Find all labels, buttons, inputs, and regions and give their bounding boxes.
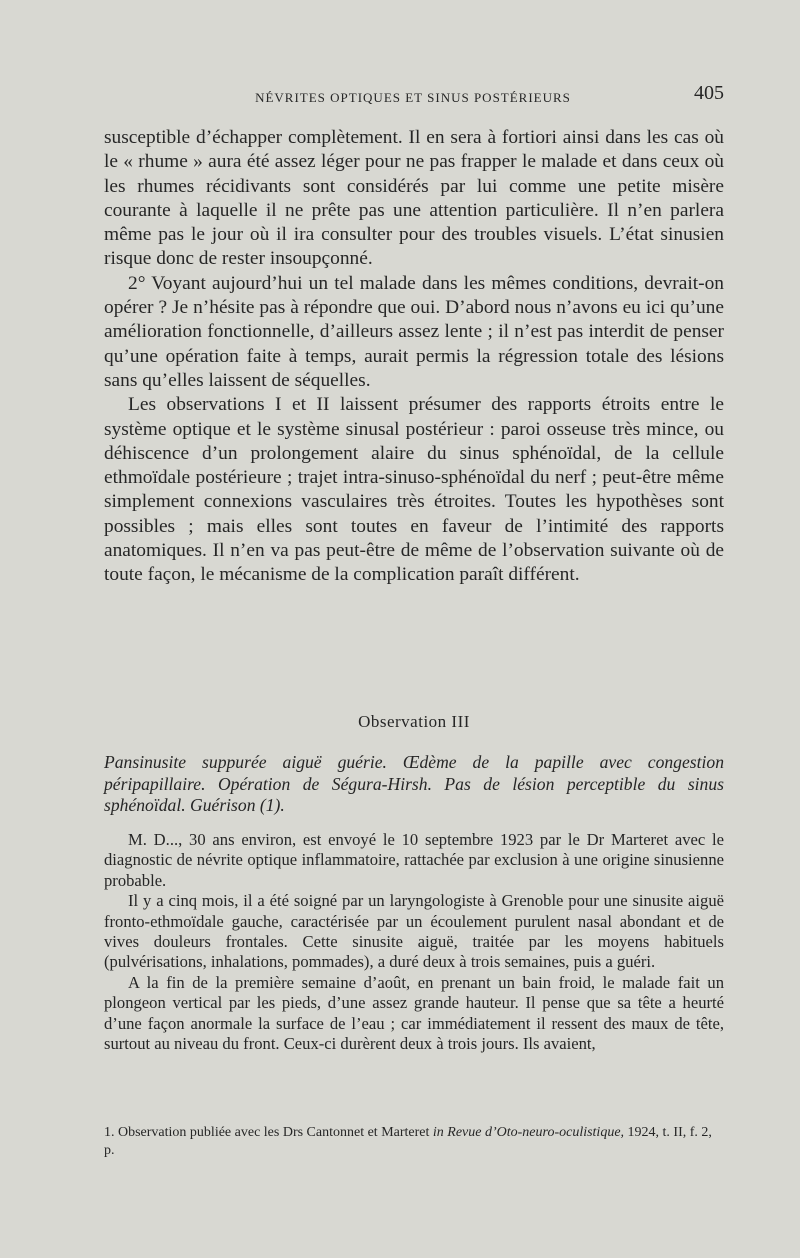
page-header	[106, 82, 724, 110]
footnote-ref: 1924, t. II, f. 2, p.	[104, 1125, 712, 1158]
observation-heading: Pansinusite suppurée aiguë guérie. Œdème de la papille avec congestion péripapillaire. Opération de Ségura-Hirsh. Pas de lésion perceptible du sinus sphénoïdal. Guérison (1).	[104, 752, 724, 815]
footnote-journal: in Revue d’Oto-neuro-oculistique,	[432, 1125, 625, 1140]
paragraph: A la fin de la première semaine d’août, en prenant un bain froid, le malade fait un plongeon vertical par les pieds, d’une assez grande hauteur. Il pense que sa tête a heurté d’une façon anormale la surface de l’eau ; car immédiatement il ressent des maux de tête, surtout au niveau du front. Ceux-ci durèrent deux à trois jours. Ils avaient,	[104, 972, 724, 1054]
footnote-text: 1. Observation publiée avec les Drs Cantonnet et Marteret	[104, 1125, 430, 1140]
paragraph: susceptible d’échapper complètement. Il en sera à fortiori ainsi dans les cas où le « rhume » aura été assez léger pour ne pas frapper le malade et dans ceux où les rhumes récidivants sont considérés par lui comme une petite misère courante à laquelle il ne prête pas une attention particulière. Il n’en parlera même pas le jour où il ira consulter pour des troubles visuels. L’état sinusien risque donc de rester insoupçonné.	[104, 127, 724, 270]
paragraph: Il y a cinq mois, il a été soigné par un laryngologiste à Grenoble pour une sinusite aiguë fronto-ethmoïdale gauche, caractérisée par un écoulement purulent nasal abondant et de vives douleurs frontales. Cette sinusite aiguë, traitée par les moyens habituels (pulvérisations, inhalations, pommades), a duré deux à trois semaines, puis a guéri.	[104, 891, 724, 972]
running-title: NÉVRITES OPTIQUES ET SINUS POSTÉRIEURS	[255, 90, 571, 105]
main-text	[104, 126, 724, 588]
paragraph: M. D..., 30 ans environ, est envoyé le 10 septembre 1923 par le Dr Marteret avec le diagnostic de névrite optique inflammatoire, rattachée par exclusion à une origine sinusienne probable.	[104, 830, 724, 890]
page-number: 405	[694, 82, 724, 104]
footnote	[104, 1124, 724, 1160]
paragraph: Les observations I et II laissent présumer des rapports étroits entre le système optique et le système sinusal postérieur : paroi osseuse très mince, ou déhiscence d’un prolongement alaire du sinus sphénoïdal, de la cellule ethmoïdale postérieure ; trajet intra-sinuso-sphénoïdal du nerf ; peut-être même simplement connexions vasculaires très étroites. Toutes les hypothèses sont possibles ; mais elles sont toutes en faveur de l’intimité des rapports anatomiques. Il n’en va pas peut-être de même de l’observation suivante où de toute façon, le mécanisme de la complication paraît différent.	[104, 394, 724, 586]
paragraph: 2° Voyant aujourd’hui un tel malade dans les mêmes conditions, devrait-on opérer ? Je n’hésite pas à répondre que oui. D’abord nous n’avons eu ici qu’une amélioration fonctionnelle, d’ailleurs assez lente ; il n’est pas interdit de penser qu’une opération faite à temps, aurait permis la régression totale des lésions sans qu’elles laissent de séquelles.	[104, 272, 724, 391]
observation-text	[104, 830, 724, 1054]
observation-title: Observation III	[358, 712, 470, 731]
